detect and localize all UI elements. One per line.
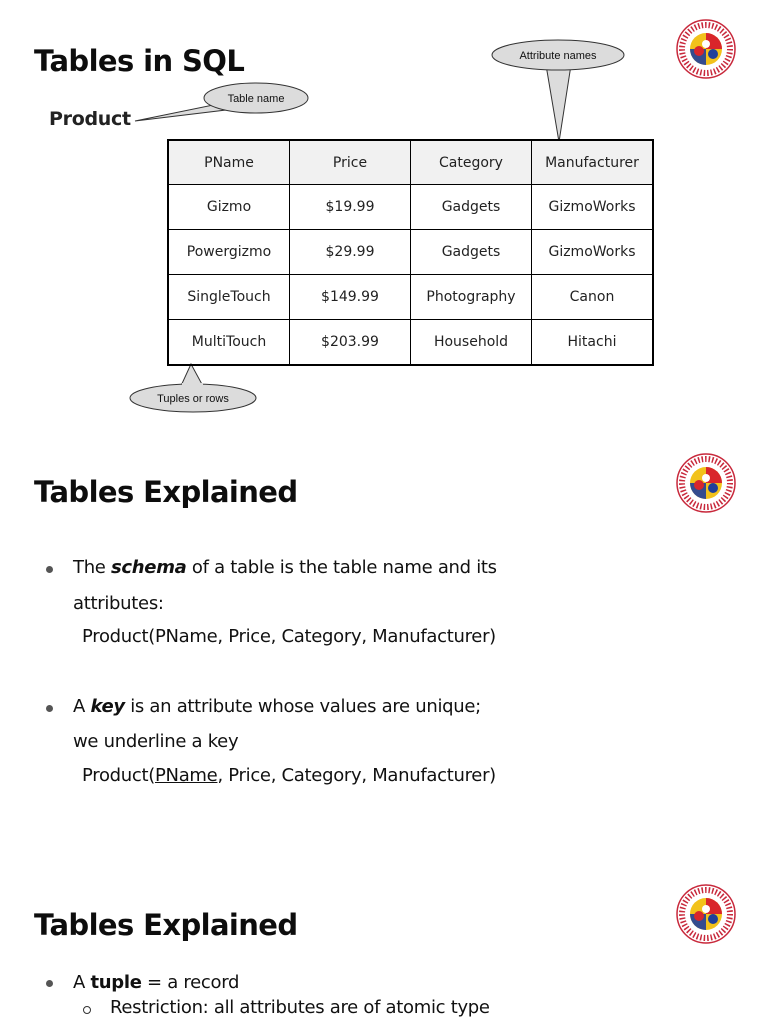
table-row (168, 230, 653, 275)
table-cell: GizmoWorks (532, 230, 654, 275)
table-row (168, 185, 653, 230)
institute-logo-icon (675, 452, 737, 514)
key-signature (82, 765, 496, 786)
table-name-callout (135, 83, 308, 121)
table-cell: $19.99 (290, 185, 411, 230)
table-cell: Powergizmo (168, 230, 290, 275)
table-cell: MultiTouch (168, 320, 290, 366)
tuples-callout-text: Tuples or rows (157, 393, 229, 405)
text-span: A (73, 696, 91, 717)
column-header: Manufacturer (532, 140, 654, 185)
slide-title-tables-explained: Tables Explained (34, 475, 298, 509)
column-header: Price (290, 140, 411, 185)
restriction-subbullet-text: Restriction: all attributes are of atomic type (110, 997, 490, 1018)
slide-title-tables-in-sql: Tables in SQL (34, 44, 245, 78)
text-span: A (73, 972, 91, 993)
table-cell: Canon (532, 275, 654, 320)
schema-bullet-line2: attributes: (73, 593, 164, 614)
schema-bullet-text (73, 557, 497, 578)
bullet-dot-icon (46, 705, 53, 712)
table-cell: Gizmo (168, 185, 290, 230)
column-header: PName (168, 140, 290, 185)
bullet-dot-icon (46, 566, 53, 573)
table-cell: GizmoWorks (532, 185, 654, 230)
text-span: The (73, 557, 111, 578)
product-table (167, 139, 654, 366)
table-cell: $149.99 (290, 275, 411, 320)
table-cell: SingleTouch (168, 275, 290, 320)
table-header-row (168, 140, 653, 185)
table-row (168, 320, 653, 366)
attribute-names-callout-text: Attribute names (519, 50, 597, 62)
tuple-bullet-text (73, 972, 239, 993)
tuples-callout (130, 364, 256, 412)
key-term: key (90, 696, 125, 717)
table-cell: Gadgets (411, 185, 532, 230)
table-name-label: Product (49, 108, 131, 130)
table-name-callout-text: Table name (227, 93, 285, 105)
tuple-term: tuple (90, 972, 142, 993)
bullet-dot-icon (46, 980, 53, 987)
text-span: Product( (82, 765, 155, 786)
sub-bullet-circle-icon (83, 1006, 91, 1014)
attribute-names-callout (492, 40, 624, 142)
slide-title-tables-explained-2: Tables Explained (34, 908, 298, 942)
table-cell: Household (411, 320, 532, 366)
table-cell: $29.99 (290, 230, 411, 275)
key-bullet-line2: we underline a key (73, 731, 239, 752)
underlined-key: PName (154, 765, 218, 786)
table-cell: $203.99 (290, 320, 411, 366)
institute-logo-icon (675, 883, 737, 945)
table-cell: Hitachi (532, 320, 654, 366)
text-span: = a record (141, 972, 240, 993)
column-header: Category (411, 140, 532, 185)
table-row (168, 275, 653, 320)
text-span: of a table is the table name and its (186, 557, 497, 578)
text-span: , Price, Category, Manufacturer) (217, 765, 496, 786)
table-cell: Photography (411, 275, 532, 320)
text-span: is an attribute whose values are unique; (124, 696, 481, 717)
table-cell: Gadgets (411, 230, 532, 275)
schema-signature: Product(PName, Price, Category, Manufacturer) (82, 626, 496, 647)
schema-term: schema (111, 557, 187, 578)
key-bullet-text (73, 696, 481, 717)
